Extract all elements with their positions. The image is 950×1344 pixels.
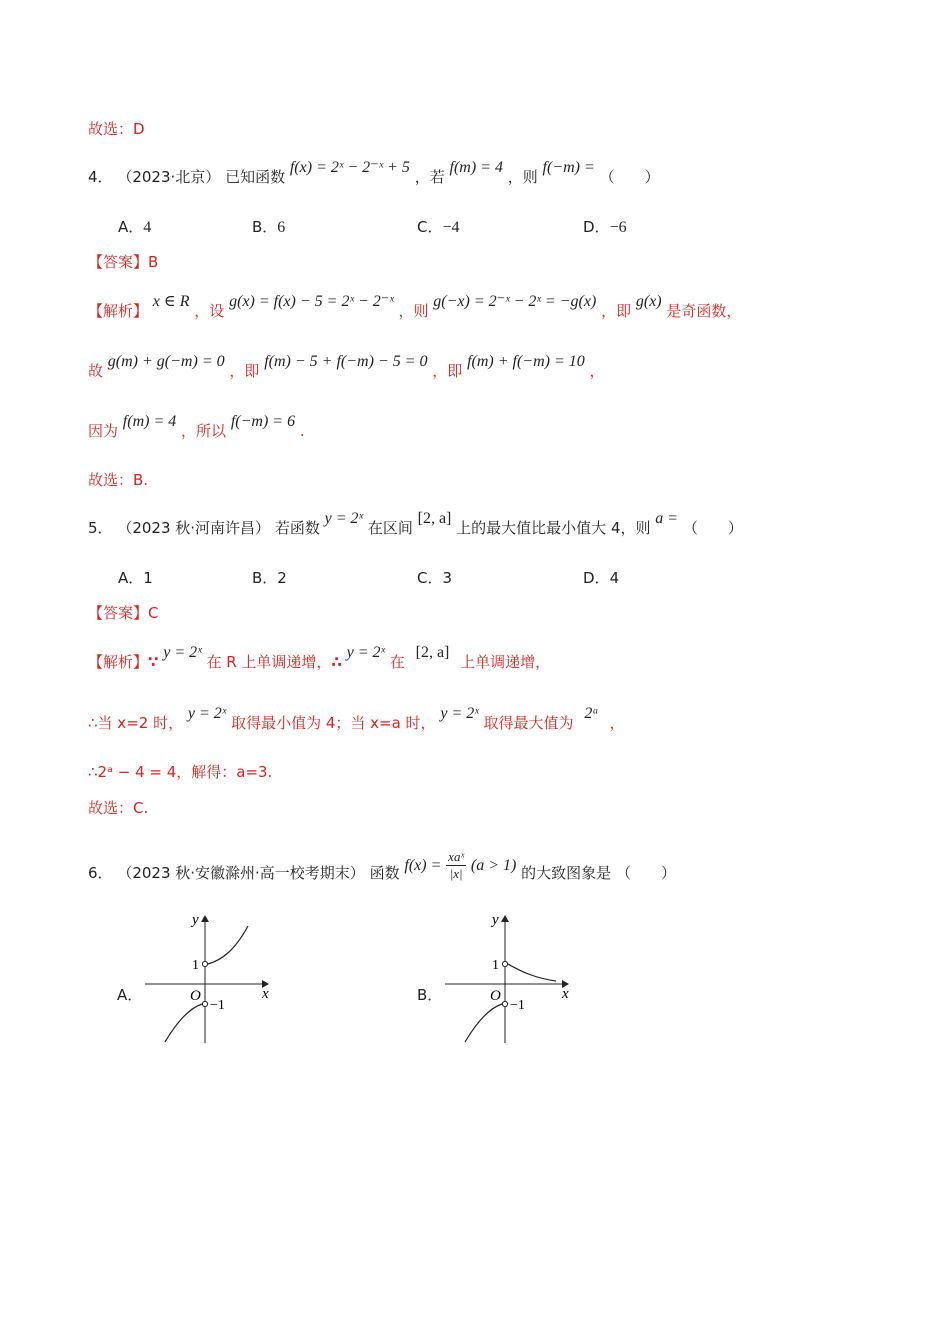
graph-b-curve-right <box>508 964 556 981</box>
graph-a-x-label: x <box>262 986 269 1002</box>
graph-a-y-label: y <box>192 912 199 928</box>
q4-option-b: B．6 <box>252 218 286 236</box>
q5-stem: 5． （2023 秋·河南许昌） 若函数 y = 2ˣ 在区间 [2, a] 上的最大值比最小值大 4，则 a = （ ） <box>88 510 743 537</box>
graph-b-label: B． <box>417 986 443 1004</box>
q5-option-d: D．4 <box>583 569 620 587</box>
q4-stem <box>88 159 660 187</box>
q3-select-line: 故选：D <box>88 120 145 138</box>
q6-stem: 6． （2023 秋·安徽滁州·高一校考期末） 函数 f(x) = $\frac{\text{xaˣ}}{|x|}$ (a > 1) 的大致图象是 （ ） <box>88 849 676 882</box>
graph-a-open-point-bottom <box>202 1001 207 1006</box>
q5-option-a: A．1 <box>118 569 153 587</box>
graph-a-curve-right <box>208 926 248 964</box>
q4-option-d: D．−6 <box>583 218 627 236</box>
graph-a-curve-left <box>165 1004 202 1042</box>
q4-number: 4． <box>88 168 113 186</box>
q4-target: f(−m) = <box>542 159 595 176</box>
graph-b-open-point-top <box>502 961 507 966</box>
q5-select-line: 故选：C. <box>88 799 149 817</box>
graph-a-tick-neg: −1 <box>210 998 225 1013</box>
q4-stem-text-3: ，则 <box>507 168 538 186</box>
graph-b-tick-pos: 1 <box>492 958 499 973</box>
q4-func: f(x) = 2ˣ − 2⁻ˣ + 5 <box>289 159 410 176</box>
q6-fraction: $\frac{\text{xaˣ}}{|x|}$ <box>448 849 465 881</box>
q4-analysis-line-2: 故 g(m) + g(−m) = 0 ，即 f(m) − 5 + f(−m) − 5 = 0 ，即 f(m) + f(−m) = 10 ， <box>88 353 605 380</box>
q4-stem-text-1: 已知函数 <box>225 168 286 186</box>
q5-analysis-line-3: ∴2ᵃ − 4 = 4，解得：a=3. <box>88 763 273 781</box>
q5-answer: 【答案】C <box>88 604 159 622</box>
q5-analysis-line-2: ∴当 x=2 时， y = 2ˣ 取得最小值为 4；当 x=a 时， y = 2ˣ 取得最大值为 2ᵃ ， <box>88 705 625 732</box>
q4-option-a: A．4 <box>118 218 152 236</box>
graph-a-open-point-top <box>202 961 207 966</box>
graph-b-open-point-bottom <box>502 1001 507 1006</box>
q4-paren: （ ） <box>599 168 660 186</box>
q4-stem-text-2: ，若 <box>414 168 445 186</box>
graph-b-curve-left <box>465 1004 502 1042</box>
graph-a-tick-pos: 1 <box>192 958 199 973</box>
graph-b-y-label: y <box>492 912 499 928</box>
q4-select-line: 故选：B. <box>88 471 149 489</box>
q5-analysis-line-1: 【解析】∵ y = 2ˣ 在 R 上单调递增，∴ y = 2ˣ 在 [2, a] 上单调递增， <box>88 644 551 671</box>
q4-answer: 【答案】B <box>88 253 159 271</box>
q5-option-c: C．3 <box>417 569 453 587</box>
q4-analysis-line-3: 因为 f(m) = 4 ，所以 f(−m) = 6 . <box>88 413 305 440</box>
graph-a-origin-label: O <box>190 988 201 1004</box>
graph-b-origin-label: O <box>490 988 501 1004</box>
q4-condition: f(m) = 4 <box>449 159 503 176</box>
graph-b-tick-neg: −1 <box>510 998 525 1013</box>
graph-a <box>140 908 290 1048</box>
q4-source: （2023·北京） <box>117 168 221 186</box>
q4-analysis-line-1: 【解析】 x ∈ R ，设 g(x) = f(x) − 5 = 2ˣ − 2⁻ˣ ，则 g(−x) = 2⁻ˣ − 2ˣ = −g(x) ，即 g(x) 是奇函数， <box>88 293 742 320</box>
q4-option-c: C．−4 <box>417 218 460 236</box>
q5-option-b: B．2 <box>252 569 287 587</box>
graph-b <box>440 908 590 1048</box>
graph-a-label: A． <box>117 986 143 1004</box>
graph-b-x-label: x <box>562 986 569 1002</box>
